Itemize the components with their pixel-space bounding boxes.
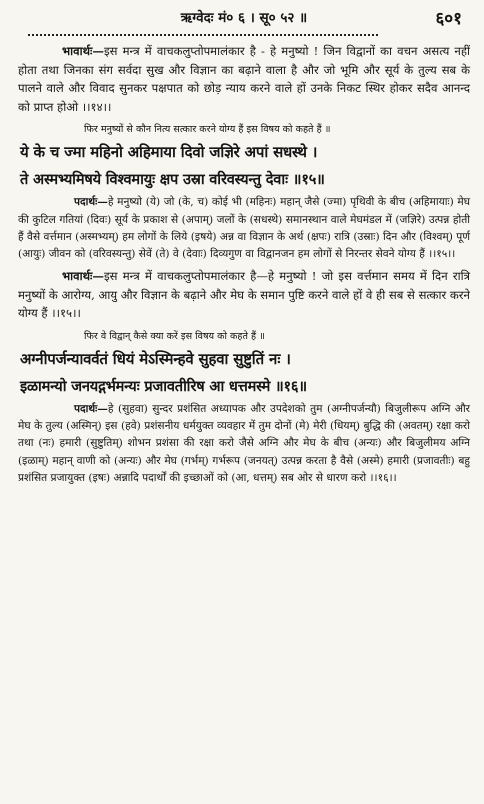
bhavartha-text: इस मन्त्र में वाचकलुप्तोपमालंकार है—हे मनुष्यो ! जो इस वर्त्तमान समय में दिन रात्रि मनुष्यों के आरोग्य, आयु और विज्ञान के बढ़ाने और मेघ के समान पुष्टि करने वाले हों वे ही सब से सत्कार करने योग्य हैं ।।१५।। (18, 269, 470, 321)
padartha-15 (18, 194, 470, 263)
padartha-text: हे (सुहवा) सुन्दर प्रशंसित अध्यापक और उपदेशको तुम (अग्नीपर्जन्यौ) बिजुलीरूप अग्नि और मेघ के तुल्य (अस्मिन्) इस (हवे) प्रशंसनीय धर्मयुक्त व्यवहार में तुम दोनों (मे) मेरी (धियम्) बुद्धि की (अवतम्) रक्षा करो तथा (नः) हमारी (सुष्टुतिम्) शोभन प्रशंसा की रक्षा करो जैसे अग्नि और मेघ के बीच (अन्यः) और बिजुलीमय अग्नि (इळाम्) महान् वाणी को (अन्यः) और मेघ (गर्भम्) गर्भरूप (जनयत्) उत्पन्न करता है वैसे (अस्मे) हमारी (प्रजावतीः) बहु प्रशंसित प्रजायुक्त (इषः) अन्नादि पदार्थों की इच्छाओं को (आ, धत्तम्) सब ओर से धारण करो ।।१६।। (18, 402, 470, 484)
running-header (18, 6, 470, 32)
padartha-16 (18, 401, 470, 487)
padartha-text: हे मनुष्यो (ये) जो (के, च) कोई भी (महिनः) महान् जैसे (ज्मा) पृथिवी के बीच (अहिमायाः) मेघ की कुटिल गतियां (दिवः) सूर्य के प्रकाश से (अपाम्) जलों के (सधस्थे) समानस्थान वाले मेघमंडल में (जज्ञिरे) उत्पन्न होती हैं वैसे वर्त्तमान (अस्मभ्यम्) हम लोगों के लिये (इषये) अन्न वा विज्ञान के अर्थ (क्षपः) रात्रि (उस्राः) दिन और (विश्वम्) पूर्ण (आयुः) जीवन को (वरिवस्यन्तु) सेवें (ते) वे (देवाः) दिव्यगुण वा विद्वानजन हम लोगों से निरन्तर सेवने योग्य हैं ।।१५।। (18, 196, 470, 260)
bhavartha-15 (18, 267, 470, 323)
intro-16: फिर वे विद्वान् कैसे क्या करें इस विषय को कहते हैं ॥ (84, 330, 265, 342)
padartha-label: पदार्थः— (74, 402, 108, 415)
bhavartha-label: भावार्थः— (62, 269, 104, 284)
mantra-15-line-2: ते अस्मभ्यमिषये विश्वमायुः क्षप उस्रा वरिवस्यन्तु देवाः ॥१५॥ (20, 171, 325, 189)
running-title: ऋग्वेदः मं० ६ । सू० ५२ ॥ (180, 10, 308, 26)
header-divider (28, 34, 378, 36)
bhavartha-text: इस मन्त्र में वाचकलुप्तोपमालंकार है - हे मनुष्यो ! जिन विद्वानों का वचन असत्य नहीं होता तथा जिनका संग सर्वदा सुख और विज्ञान का बढ़ाने वाला है और जो भूमि और सूर्य के तुल्य सब के पालने वाले और विवाद सुनकर पक्षपात को छोड़ न्याय करने वाले हों उनके निकट स्थिर होकर सदैव आनन्द को प्राप्त होओ ।।१४।। (18, 44, 470, 114)
bhavartha-14 (18, 42, 470, 116)
mantra-15-line-1: ये के च ज्मा महिनो अहिमाया दिवो जज्ञिरे अपां सधस्थे । (20, 143, 318, 162)
intro-15: फिर मनुष्यों से कौन नित्य सत्कार करने योग्य हैं इस विषय को कहते हैं ॥ (84, 124, 331, 136)
page-number: ६०१ (435, 9, 462, 29)
mantra-16-line-1: अग्नीपर्जन्यावर्वतं धियं मेऽस्मिन्हवे सुहवा सुष्टुतिं नः । (20, 349, 291, 368)
padartha-label: पदार्थः— (74, 196, 108, 209)
mantra-16-line-2: इळामन्यो जनयद्गर्भमन्यः प्रजावतीरिष आ धत्तमस्मे ॥१६॥ (20, 377, 307, 395)
bhavartha-label: भावार्थः— (62, 44, 104, 58)
